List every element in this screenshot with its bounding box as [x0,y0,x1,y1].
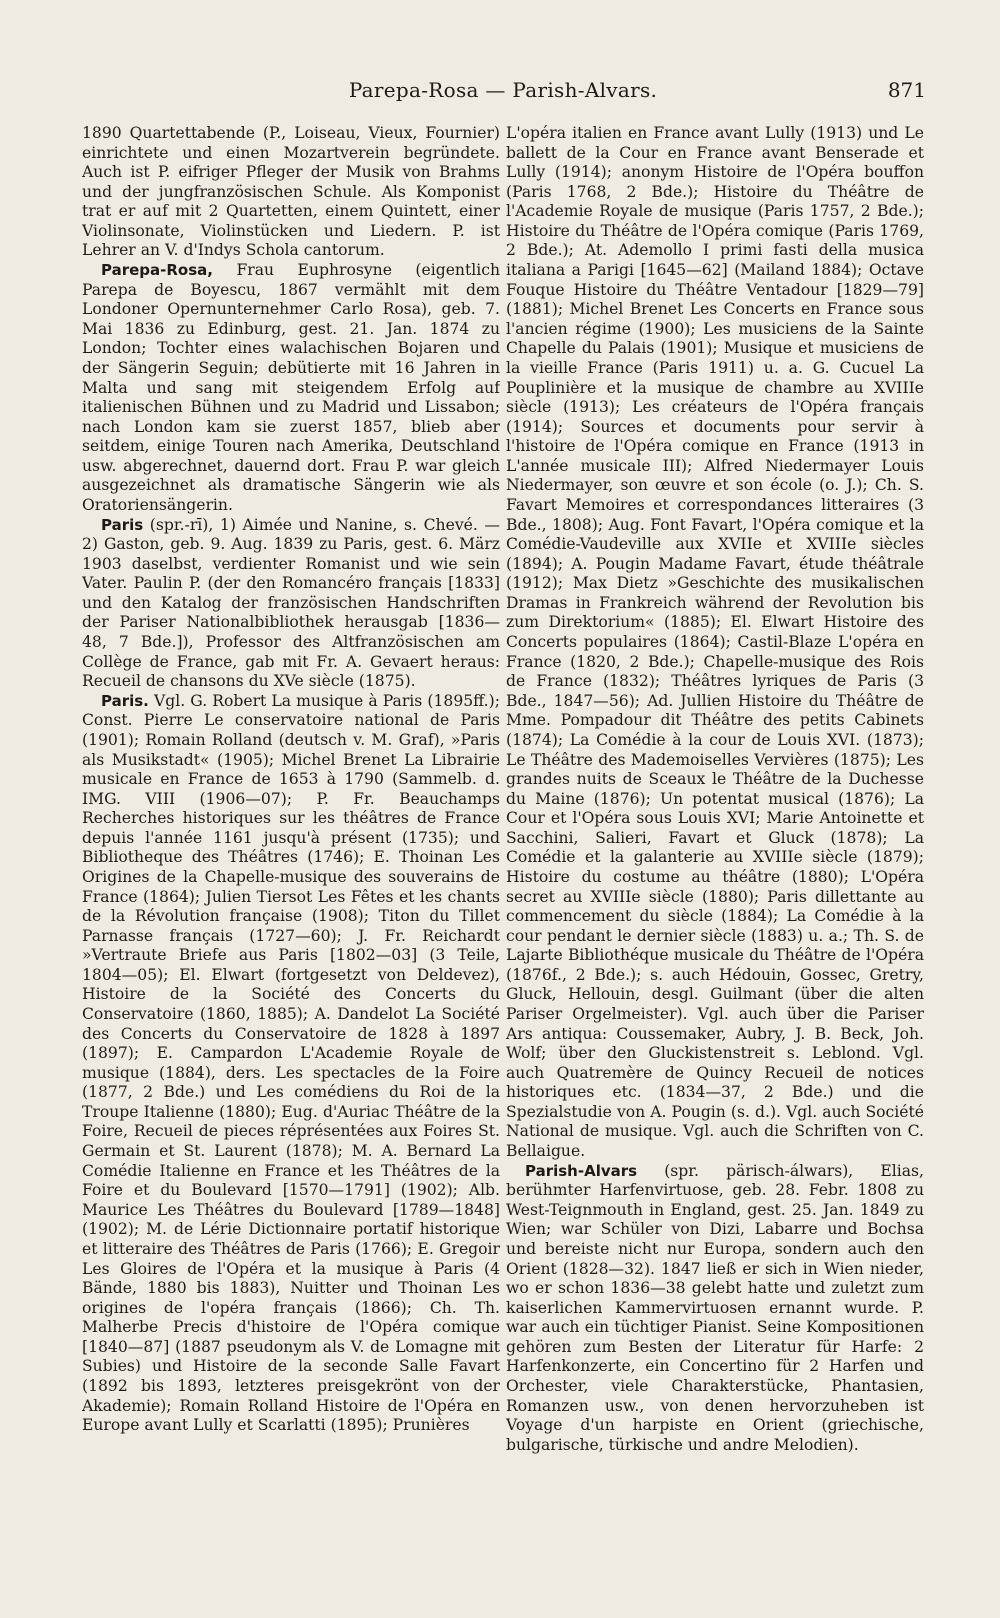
entry-headword: Parepa-Rosa, [101,261,213,280]
right-column [506,124,924,1484]
entry-parish-alvars [506,1162,924,1456]
left-column [82,124,500,1484]
entry-paris-city [82,692,500,1436]
entry-text: Vgl. G. Robert La musique à Paris (1895ff.); Const. Pierre Le conservatoire national de Paris (1901); Romain Rolland (deutsch v. M. Graf), »Paris als Musikstadt« (1905); Michel Brenet La Librairie musicale en France de 1653 à 1790 (Sammelb. d. IMG. VIII (1906—07); P. Fr. Beauchamps Recherches historiques sur les théâtres de France depuis l'année 1161 jusqu'à présent (1735); und Bibliotheque des Théâtres (1746); E. Thoinan Les Origines de la Chapelle-musique des souverains de France (1864); Julien Tiersot Les Fêtes et les chants de la Révolution française (1908); Titon du Tillet Parnasse français (1727—60); J. Fr. Reichardt »Vertraute Briefe aus Paris [1802—03] (3 Teile, 1804—05); El. Elwart (fortgesetzt von Deldevez), Histoire de la Société des Concerts du Conservatoire (1860, 1885); A. Dandelot La Société des Concerts du Conservatoire de 1828 à 1897 (1897); E. Campardon L'Academie Royale de musique (1884), ders. Les spectacles de la Foire (1877, 2 Bde.) und Les comédiens du Roi de la Troupe Italienne (1880); Eug. d'Auriac Théâtre de la Foire, Recueil de pieces réprésentées aux Foires St. Germain et St. Laurent (1878); M. A. Bernard La Comédie Italienne en France et les Théâtres de la Foire et du Boulevard [1570—1791] (1902); Alb. Maurice Les Théâtres du Boulevard [1789—1848] (1902); M. de Lérie Dictionnaire portatif historique et litteraire des Théâtres de Paris (1766); E. Gregoir Les Gloires de l'Opéra et la musique à Paris (4 Bände, 1880 bis 1883), Nuitter und Thoinan Les origines de l'opéra français (1866); Ch. Th. Malherbe Precis d'histoire de l'Opéra comique [1840—87] (1887 pseudonym als V. de Lomagne mit Subies) und Histoire de la seconde Salle Favart (1892 bis 1893, letzteres preisgekrönt von der Akademie); Romain Rolland Histoire de l'Opéra en Europe avant Lully et Scarlatti (1895); Prunières [82,691,500,1435]
entry-paris-person [82,516,500,692]
page-number: 871 [887,78,926,102]
entry-parepa-rosa [82,261,500,516]
entry-text: Frau Euphrosyne (eigentlich Parepa de Boyescu, 1867 vermählt mit dem Londoner Opernunternehmer Carlo Rosa), geb. 7. Mai 1836 zu Edinburg, gest. 21. Jan. 1874 zu London; Tochter eines walachischen Bojaren und der Sängerin Seguin; debütierte mit 16 Jahren in Malta und sang mit steigendem Erfolg auf italienischen Bühnen und zu Madrid und Lissabon; nach London kam sie zuerst 1857, blieb aber seitdem, einige Touren nach Amerika, Deutschland usw. abgerechnet, dauernd dort. Frau P. war gleich ausgezeichnet als dramatische Sängerin wie als Oratoriensängerin. [82,261,500,514]
continuation-text: 1890 Quartettabende (P., Loiseau, Vieux, Fournier) einrichtete und einen Mozartverein begründete. Auch ist P. eifriger Pfleger der Musik von Brahms und der jungfranzösischen Schule. Als Komponist trat er auf mit 2 Quartetten, einem Quintett, einer Violinsonate, Violinstücken und Liedern. P. ist Lehrer an V. d'Indys Schola cantorum. [82,124,500,260]
running-title: Parepa-Rosa — Parish-Alvars. [348,78,658,102]
entry-headword: Paris [101,515,144,534]
continuation-text: L'opéra italien en France avant Lully (1913) und Le ballett de la Cour en France avant Benserade et Lully (1914); anonym Histoire de l'Opéra bouffon (Paris 1768, 2 Bde.); Histoire du Théâtre de l'Academie Royale de musique (Paris 1757, 2 Bde.); Histoire du Théâtre de l'Opéra comique (Paris 1769, 2 Bde.); At. Ademollo I primi fasti della musica italiana a Parigi [1645—62] (Mailand 1884); Octave Fouque Histoire du Théâtre Ventadour [1829—79] (1881); Michel Brenet Les Concerts en France sous l'ancien régime (1900); Les musiciens de la Sainte Chapelle du Palais (1901); Musique et musiciens de la vieille France (Paris 1911) u. a. G. Cucuel La Pouplinière et la musique de chambre au XVIIIe siècle (1913); Les créateurs de l'Opéra français (1914); Sources et documents pour servir à l'histoire de l'Opéra comique en France (1913 in L'année musicale III); Alfred Niedermayer Louis Niedermayer, son œuvre et son école (o. J.); Ch. S. Favart Memoires et correspondances litteraires (3 Bde., 1808); Aug. Font Favart, l'Opéra comique et la Comédie-Vaudeville aux XVIIe et XVIIIe siècles (1894); A. Pougin Madame Favart, étude théâtrale (1912); Max Dietz »Geschichte des musikalischen Dramas in Frankreich während der Revolution bis zum Direktorium« (1885); El. Elwart Histoire des Concerts populaires (1864); Castil-Blaze L'opéra en France (1820, 2 Bde.); Chapelle-musique des Rois de France (1832); Théâtres lyriques de Paris (3 Bde., 1847—56); Ad. Jullien Histoire du Théâtre de Mme. Pompadour dit Théâtre des petits Cabinets (1874); La Comédie à la cour de Louis XVI. (1873); Le Théâtre des Mademoiselles Vervières (1875); Les grandes nuits de Sceaux le Théâtre de la Duchesse du Maine (1876); Un potentat musical (1876); La Cour et l'Opéra sous Louis XVI; Marie Antoinette et Sacchini, Salieri, Favart et Gluck (1878); La Comédie et la galanterie au XVIIIe siècle (1879); Histoire du costume au théâtre (1880); L'Opéra secret au XVIIIe siècle (1880); Paris dillettante au commencement du siècle (1884); La Comédie à la cour pendant le dernier siècle (1883) u. a.; Th. S. de Lajarte Bibliothéque musicale du Théâtre de l'Opéra (1876f., 2 Bde.); s. auch Hédouin, Gossec, Gretry, Gluck, Hellouin, desgl. Guilmant (über die alten Pariser Orgelmeister). Vgl. auch über die Pariser Ars antiqua: Coussemaker, Aubry, J. B. Beck, Joh. Wolf; über den Gluckistenstreit s. Leblond. Vgl. auch Quatremère de Quincy Recueil de notices historiques etc. (1834—37, 2 Bde.) und die Spezialstudie von A. Pougin (s. d.). Vgl. auch Société National de musique. Vgl. auch die Schriften von C. Bellaigue. [506,124,924,1161]
entry-text: (spr. pärisch-álwars), Elias, berühmter Harfenvirtuose, geb. 28. Febr. 1808 zu West-Teignmouth in England, gest. 25. Jan. 1849 zu Wien; war Schüler von Dizi, Labarre und Bochsa und bereiste nicht nur Europa, sondern auch den Orient (1828—32). 1847 ließ er sich in Wien nieder, wo er schon 1836—38 gelebt hatte und zuletzt zum kaiserlichen Kammervirtuosen ernannt wurde. P. war auch ein tüchtiger Pianist. Seine Kompositionen gehören zum Besten der Literatur für Harfe: 2 Harfenkonzerte, ein Concertino für 2 Harfen und Orchester, viele Charakterstücke, Phantasien, Romanzen usw., von denen hervorzuheben ist Voyage d'un harpiste en Orient (griechische, bulgarische, türkische und andre Melodien). [506,1161,924,1454]
entry-headword: Paris. [101,691,149,710]
running-header [80,78,926,106]
entry-text: (spr.-rī), 1) Aimée und Nanine, s. Chevé. — 2) Gaston, geb. 9. Aug. 1839 zu Paris, gest. 6. März 1903 daselbst, verdienter Romanist und wie sein Vater. Paulin P. (der den Romancéro français [1833] und den Katalog der französischen Handschriften der Pariser Nationalbibliothek herausgab [1836—48, 7 Bde.]), Professor des Altfranzösischen am Collège de France, gab mit Fr. A. Gevaert heraus: Recueil de chansons du XVe siècle (1875). [82,515,500,691]
entry-headword: Parish-Alvars [525,1161,638,1180]
